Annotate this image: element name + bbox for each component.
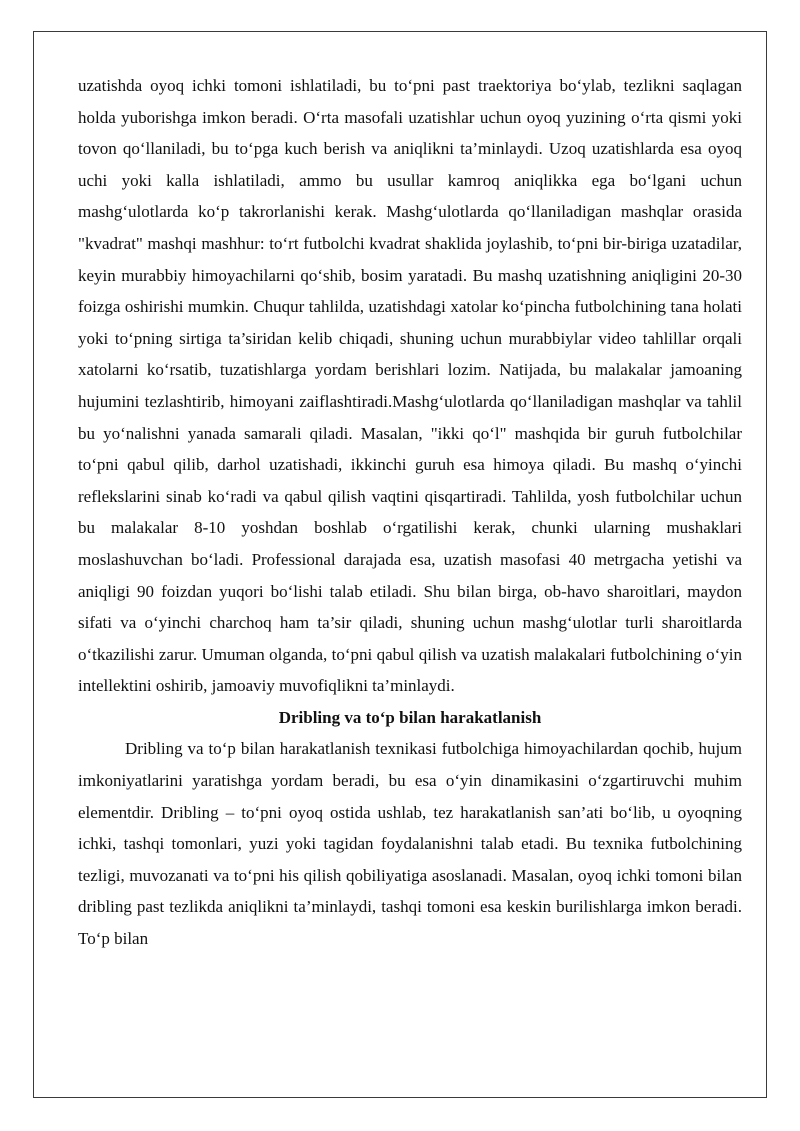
- body-paragraph: uzatishda oyoq ichki tomoni ishlatiladi, bu to‘pni past traektoriya bo‘ylab, tezlikni saqlagan holda yuborishga imkon beradi. O‘rta masofali uzatishlar uchun oyoq yuzining o‘rta qismi yoki tovon qo‘llaniladi, bu to‘pga kuch berish va aniqlikni ta’minlaydi. Uzoq uzatishlarda esa oyoq uchi yoki kalla ishlatiladi, ammo bu usullar kamroq aniqlikka ega bo‘lgani uchun mashg‘ulotlarda ko‘p takrorlanishi kerak. Mashg‘ulotlarda qo‘llaniladigan mashqlar orasida "kvadrat" mashqi mashhur: to‘rt futbolchi kvadrat shaklida joylashib, to‘pni bir-biriga uzatadilar, keyin murabbiy himoyachilarni qo‘shib, bosim yaratadi. Bu mashq uzatishning aniqligini 20-30 foizga oshirishi mumkin. Chuqur tahlilda, uzatishdagi xatolar ko‘pincha futbolchining tana holati yoki to‘pning sirtiga ta’siridan kelib chiqadi, shuning uchun murabbiylar video tahlillar orqali xatolarni ko‘rsatib, tuzatishlarga yordam berishlari lozim. Natijada, bu malakalar jamoaning hujumini tezlashtirib, himoyani zaiflashtiradi.Mashg‘ulotlarda qo‘llaniladigan mashqlar va tahlil bu yo‘nalishni yanada samarali qiladi. Masalan, "ikki qo‘l" mashqida bir guruh futbolchilar to‘pni qabul qilib, darhol uzatishadi, ikkinchi guruh esa himoya qiladi. Bu mashq o‘yinchi reflekslarini sinab ko‘radi va qabul qilish vaqtini qisqartiradi. Tahlilda, yosh futbolchilar uchun bu malakalar 8-10 yoshdan boshlab o‘rgatilishi kerak, chunki ularning mushaklari moslashuvchan bo‘ladi. Professional darajada esa, uzatish masofasi 40 metrgacha yetishi va aniqligi 90 foizdan yuqori bo‘lishi talab etiladi. Shu bilan birga, ob-havo sharoitlari, maydon sifati va o‘yinchi charchoq ham ta’sir qiladi, shuning uchun mashg‘ulotlar turli sharoitlarda o‘tkazilishi zarur. Umuman olganda, to‘pni qabul qilish va uzatish malakalari futbolchining o‘yin intellektini oshirib, jamoaviy muvofiqlikni ta’minlaydi.: [78, 76, 742, 696]
- body-paragraph: Dribling va to‘p bilan harakatlanish texnikasi futbolchiga himoyachilardan qochib, hujum imkoniyatlarini yaratishga yordam beradi, bu esa o‘yin dinamikasini o‘zgartiruvchi muhim elementdir. Dribling – to‘pni oyoq ostida ushlab, tez harakatlanish san’ati bo‘lib, u oyoqning ichki, tashqi tomonlari, yuzi yoki tagidan foydalanishni talab etadi. Bu texnika futbolchining tezligi, muvozanati va to‘pni his qilish qobiliyatiga asoslanadi. Masalan, oyoq ichki tomoni bilan dribling past tezlikda aniqlikni ta’minlaydi, tashqi tomoni esa keskin burilishlarga imkon beradi. To‘p bilan: [78, 739, 742, 949]
- document-body: [78, 70, 742, 955]
- section-heading: Dribling va to‘p bilan harakatlanish: [278, 707, 542, 727]
